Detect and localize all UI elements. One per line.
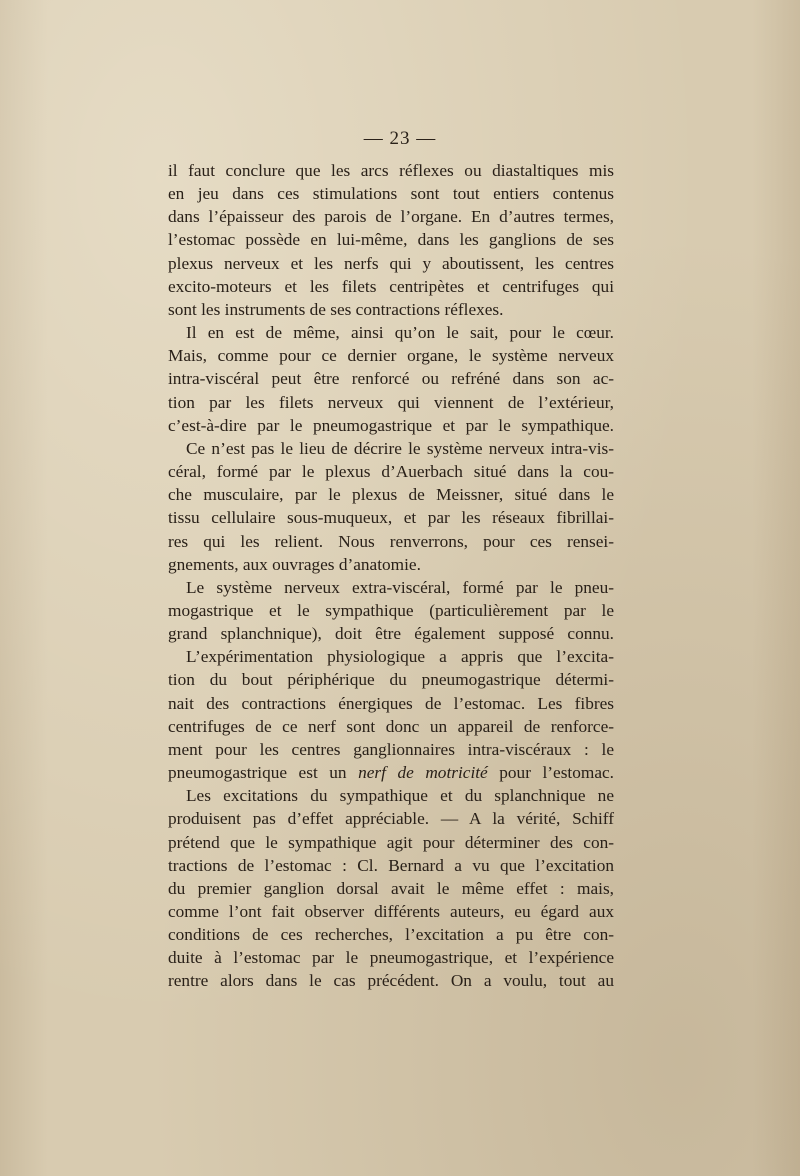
text-line: en jeu dans ces stimulations sont tout entiers contenus xyxy=(168,184,614,204)
text-line: ment pour les centres ganglionnaires intra-viscéraux : le xyxy=(168,739,614,759)
text-line: conditions de ces recherches, l’excitation a pu être con- xyxy=(168,925,614,945)
text-line: rentre alors dans le cas précédent. On a voulu, tout au xyxy=(168,971,614,991)
text-line: Le système nerveux extra-viscéral, formé par le pneu- xyxy=(186,577,614,597)
text-line: res qui les relient. Nous renverrons, pour ces rensei- xyxy=(168,531,614,551)
text-line: nait des contractions énergiques de l’estomac. Les fibres xyxy=(168,693,614,713)
body-text xyxy=(168,159,614,993)
text-line: tractions de l’estomac : Cl. Bernard a vu que l’excitation xyxy=(168,855,614,875)
text-line xyxy=(168,761,614,784)
text-segment: pneumogastrique est un xyxy=(168,763,359,783)
text-line: du premier ganglion dorsal avait le même effet : mais, xyxy=(168,878,614,898)
text-segment: pour l’estomac. xyxy=(487,763,614,783)
text-line: centrifuges de ce nerf sont donc un appareil de renforce- xyxy=(168,716,614,736)
text-line: tion du bout périphérique du pneumogastrique détermi- xyxy=(168,670,614,690)
text-line: mogastrique et le sympathique (particulièrement par le xyxy=(168,600,614,620)
text-line: excito-moteurs et les filets centripètes et centrifuges qui xyxy=(168,276,614,296)
text-line: Il en est de même, ainsi qu’on le sait, pour le cœur. xyxy=(186,323,614,343)
text-line: produisent pas d’effet appréciable. — A la vérité, Schiff xyxy=(168,809,614,829)
text-line: duite à l’estomac par le pneumogastrique, et l’expérience xyxy=(168,948,614,968)
emphasized-term: nerf de motricité xyxy=(358,763,488,783)
text-line: plexus nerveux et les nerfs qui y aboutissent, les centres xyxy=(168,253,614,273)
text-line: tion par les filets nerveux qui viennent de l’extérieur, xyxy=(168,392,614,412)
text-line: tissu cellulaire sous-muqueux, et par les réseaux fibrillai- xyxy=(168,508,614,528)
text-line: Les excitations du sympathique et du splanchnique ne xyxy=(186,786,614,806)
text-line: c’est-à-dire par le pneumogastrique et par le sympathique. xyxy=(168,415,614,435)
text-line: che musculaire, par le plexus de Meissner, situé dans le xyxy=(168,485,614,505)
text-line: intra-viscéral peut être renforcé ou refréné dans son ac- xyxy=(168,369,614,389)
page-number: — 23 — xyxy=(363,128,437,149)
text-line: il faut conclure que les arcs réflexes ou diastaltiques mis xyxy=(168,161,614,180)
text-line: sont les instruments de ses contractions réflexes. xyxy=(168,299,504,319)
text-line: comme l’ont fait observer différents auteurs, eu égard aux xyxy=(168,902,614,921)
text-line: céral, formé par le plexus d’Auerbach situé dans la cou- xyxy=(168,462,614,482)
text-line: L’expérimentation physiologique a appris que l’excita- xyxy=(186,647,614,667)
text-line: Mais, comme pour ce dernier organe, le système nerveux xyxy=(168,346,614,366)
text-line: gnements, aux ouvrages d’anatomie. xyxy=(168,554,421,574)
text-line: grand splanchnique), doit être également supposé connu. xyxy=(168,624,614,644)
text-line: prétend que le sympathique agit pour déterminer des con- xyxy=(168,832,614,852)
text-line: l’estomac possède en lui-même, dans les ganglions de ses xyxy=(168,230,614,250)
text-line: dans l’épaisseur des parois de l’organe. En d’autres termes, xyxy=(168,207,614,227)
text-line: Ce n’est pas le lieu de décrire le système nerveux intra-vis- xyxy=(186,438,614,458)
